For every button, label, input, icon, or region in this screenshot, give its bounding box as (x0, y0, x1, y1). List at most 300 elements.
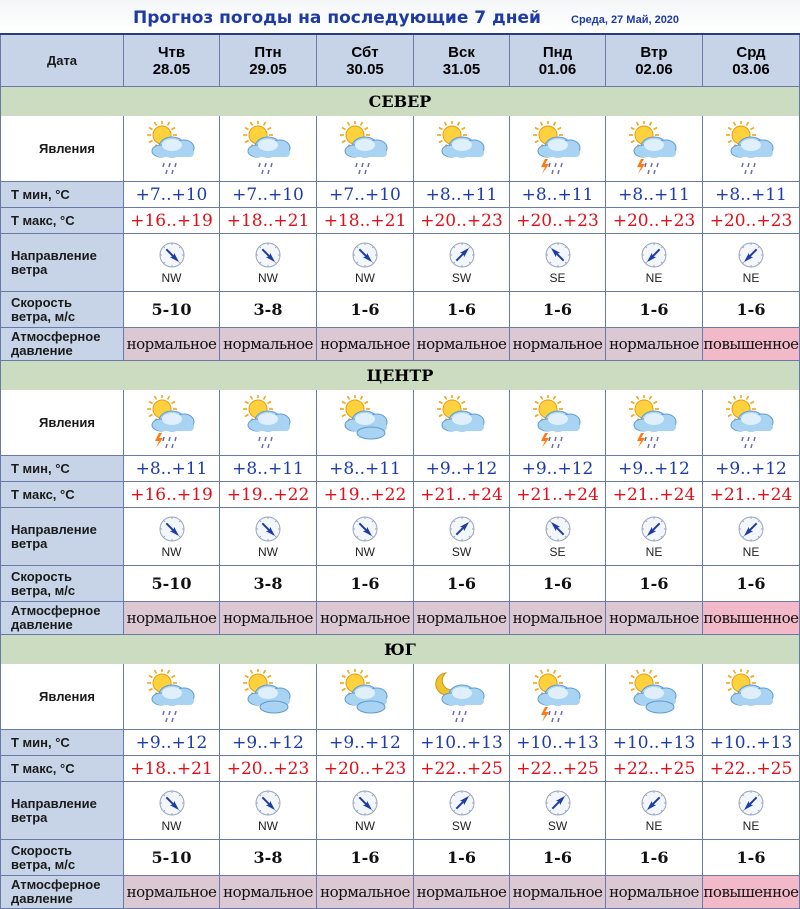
wind-speed-value: 1-6 (317, 566, 414, 602)
pressure-value: нормальное (317, 328, 414, 361)
tmin-value: +9..+12 (220, 730, 317, 756)
tmin-row (0, 456, 800, 482)
row-label-text (11, 736, 70, 750)
weather-cell (220, 390, 317, 456)
wind-speed-value: 1-6 (703, 566, 800, 602)
day-date: 01.06 (538, 60, 577, 78)
row-label (0, 840, 124, 876)
tmax-value: +20..+23 (414, 208, 510, 234)
day-header (606, 35, 703, 87)
day-header (414, 35, 510, 87)
overcast-icon (238, 669, 298, 725)
wind-speed-value: 3-8 (220, 840, 317, 876)
forecast-table (0, 33, 800, 909)
wind-direction-label: NW (258, 270, 278, 285)
weather-cell (703, 390, 800, 456)
row-label-line: ветра (11, 535, 48, 551)
wind-speed-value: 5-10 (124, 566, 220, 602)
weather-cell (414, 664, 510, 730)
compass-icon (158, 789, 186, 817)
tmin-value: +10..+13 (414, 730, 510, 756)
wind-speed-value: 1-6 (703, 840, 800, 876)
day-date: 29.05 (249, 60, 287, 78)
tmin-value: +10..+13 (606, 730, 703, 756)
weather-cell (414, 116, 510, 182)
compass-icon (351, 241, 379, 269)
row-label-line: давление (11, 617, 73, 632)
thunderstorm-rain-icon (528, 121, 588, 177)
row-label-text (11, 188, 70, 202)
row-label-text (11, 523, 97, 551)
wind-direction-label: NW (355, 544, 375, 559)
partly-cloudy-icon (721, 669, 781, 725)
pressure-row (0, 602, 800, 635)
day-header (510, 35, 606, 87)
tmax-value: +22..+25 (414, 756, 510, 782)
partly-cloudy-rain-icon (238, 395, 298, 451)
tmin-value: +10..+13 (703, 730, 800, 756)
tmin-value: +9..+12 (606, 456, 703, 482)
partly-cloudy-rain-icon (335, 121, 395, 177)
row-label-line: Направление (11, 247, 97, 263)
row-label-line: ветра, м/с (11, 856, 76, 872)
row-label-line: Атмосферное (11, 877, 101, 892)
pressure-row (0, 876, 800, 909)
wind-direction-cell (220, 782, 317, 840)
pressure-value: повышенное (703, 876, 800, 909)
compass-icon (737, 515, 765, 543)
row-label-line: Явления (39, 688, 95, 704)
wind-direction-cell (703, 234, 800, 292)
wind-direction-label: SW (451, 818, 472, 833)
row-label-line: ветра (11, 261, 48, 277)
row-label-line: Скорость (11, 568, 72, 584)
wind-speed-value: 1-6 (606, 566, 703, 602)
wind-direction-cell (703, 508, 800, 566)
weather-cell (220, 116, 317, 182)
row-label (0, 456, 124, 482)
row-label-text (11, 330, 100, 358)
row-label (0, 182, 124, 208)
compass-icon (448, 241, 476, 269)
date-column-header: Дата (0, 35, 124, 87)
pressure-value: нормальное (606, 876, 703, 909)
tmin-value: +9..+12 (317, 730, 414, 756)
weather-cell (414, 390, 510, 456)
wind-speed-value: 1-6 (703, 292, 800, 328)
row-label (0, 782, 124, 840)
wind-direction-cell (414, 782, 510, 840)
tmax-value: +18..+21 (220, 208, 317, 234)
weather-cell (703, 664, 800, 730)
compass-icon (544, 789, 572, 817)
region-name: ЮГ (0, 635, 800, 665)
tmax-value: +22..+25 (606, 756, 703, 782)
tmin-value: +8..+11 (414, 182, 510, 208)
current-date: Среда, 27 Май, 2020 (571, 14, 680, 26)
wind-direction-cell (220, 234, 317, 292)
pressure-value: нормальное (124, 602, 220, 635)
wind-direction-label: NE (742, 270, 760, 285)
row-label-line: Явления (39, 414, 95, 430)
tmax-value: +18..+21 (317, 208, 414, 234)
row-label-text (11, 488, 75, 502)
tmin-value: +8..+11 (510, 182, 606, 208)
tmin-value: +7..+10 (317, 182, 414, 208)
partly-cloudy-rain-icon (721, 395, 781, 451)
row-label (0, 234, 124, 292)
wind-speed-value: 3-8 (220, 292, 317, 328)
tmin-value: +8..+11 (606, 182, 703, 208)
wind-direction-cell (414, 234, 510, 292)
pressure-value: повышенное (703, 328, 800, 361)
tmin-value: +8..+11 (703, 182, 800, 208)
pressure-value: нормальное (414, 876, 510, 909)
row-label-line: Атмосферное (11, 603, 101, 618)
wind-direction-label: NE (645, 818, 663, 833)
header-row (0, 35, 800, 87)
wind-direction-label: NW (161, 818, 182, 833)
wind-direction-label: NE (742, 544, 760, 559)
tmax-value: +20..+23 (220, 756, 317, 782)
wind-direction-row (0, 234, 800, 292)
wind-direction-label: NW (355, 270, 375, 285)
phenomena-row (0, 664, 800, 730)
row-label-text (39, 690, 95, 704)
row-label-line: Скорость (11, 294, 72, 310)
wind-speed-value: 1-6 (510, 840, 606, 876)
tmin-value: +7..+10 (220, 182, 317, 208)
tmin-value: +10..+13 (510, 730, 606, 756)
row-label-text (11, 296, 75, 324)
wind-direction-cell (510, 782, 606, 840)
row-label-text (11, 844, 75, 872)
wind-speed-value: 1-6 (414, 566, 510, 602)
wind-direction-label: NW (355, 818, 375, 833)
row-label-line: Т мин, °С (11, 734, 70, 750)
day-name: Втр (640, 43, 668, 61)
weather-cell (124, 390, 220, 456)
weather-cell (317, 390, 414, 456)
pressure-value: нормальное (124, 876, 220, 909)
day-name: Срд (736, 43, 766, 61)
wind-direction-cell (317, 508, 414, 566)
row-label-text (11, 762, 75, 776)
pressure-value: нормальное (606, 602, 703, 635)
weather-cell (606, 116, 703, 182)
row-label-text (11, 214, 75, 228)
tmax-row (0, 208, 800, 234)
wind-speed-value: 1-6 (510, 292, 606, 328)
wind-speed-value: 1-6 (317, 292, 414, 328)
tmax-value: +19..+22 (220, 482, 317, 508)
thunderstorm-rain-icon (528, 669, 588, 725)
weather-cell (606, 664, 703, 730)
day-date: 28.05 (152, 60, 191, 78)
tmax-value: +20..+23 (317, 756, 414, 782)
row-label-line: Явления (39, 140, 95, 156)
day-name: Чтв (157, 43, 186, 61)
tmin-value: +9..+12 (510, 456, 606, 482)
day-date: 02.06 (635, 60, 673, 78)
tmin-value: +7..+10 (124, 182, 220, 208)
row-label (0, 328, 124, 361)
partly-cloudy-rain-icon (142, 669, 202, 725)
tmax-value: +16..+19 (124, 208, 220, 234)
compass-icon (158, 241, 186, 269)
wind-direction-cell (510, 508, 606, 566)
weather-cell (220, 664, 317, 730)
region-name: СЕВЕР (0, 87, 800, 117)
tmax-value: +22..+25 (510, 756, 606, 782)
phenomena-row (0, 116, 800, 182)
wind-speed-value: 1-6 (606, 840, 703, 876)
wind-speed-value: 1-6 (510, 566, 606, 602)
weather-cell (510, 116, 606, 182)
row-label-line: давление (11, 891, 73, 906)
tmax-row (0, 482, 800, 508)
row-label-text (39, 142, 95, 156)
wind-speed-value: 3-8 (220, 566, 317, 602)
row-label (0, 292, 124, 328)
day-date: 31.05 (442, 60, 481, 78)
row-label-line: Направление (11, 795, 97, 811)
wind-direction-cell (124, 234, 220, 292)
compass-icon (640, 515, 668, 543)
compass-icon (448, 789, 476, 817)
wind-speed-row (0, 566, 800, 602)
day-name: Пнд (542, 43, 573, 61)
wind-direction-label: NE (742, 818, 760, 833)
row-label-line: ветра (11, 809, 48, 825)
pressure-value: нормальное (220, 602, 317, 635)
wind-direction-label: NW (258, 544, 278, 559)
row-label-text (39, 416, 95, 430)
day-header (317, 35, 414, 87)
wind-direction-label: SE (549, 544, 566, 559)
pressure-value: нормальное (510, 602, 606, 635)
thunderstorm-rain-icon (624, 121, 684, 177)
weather-cell (510, 664, 606, 730)
weather-cell (510, 390, 606, 456)
thunderstorm-rain-icon (142, 395, 202, 451)
row-label-line: Т макс, °С (11, 486, 75, 502)
row-label (0, 508, 124, 566)
tmax-value: +19..+22 (317, 482, 414, 508)
weather-cell (124, 116, 220, 182)
row-label-text (11, 249, 97, 277)
row-label-line: Т макс, °С (11, 212, 75, 228)
region-header (0, 361, 800, 390)
compass-icon (737, 241, 765, 269)
day-header (220, 35, 317, 87)
phenomena-row (0, 390, 800, 456)
partly-cloudy-icon (432, 395, 492, 451)
wind-direction-cell (703, 782, 800, 840)
row-label-line: ветра, м/с (11, 582, 76, 598)
tmax-value: +21..+24 (510, 482, 606, 508)
wind-direction-cell (606, 508, 703, 566)
pressure-value: нормальное (317, 876, 414, 909)
tmax-value: +21..+24 (414, 482, 510, 508)
pressure-value: нормальное (606, 328, 703, 361)
wind-direction-row (0, 508, 800, 566)
partly-cloudy-rain-icon (721, 121, 781, 177)
row-label (0, 664, 124, 730)
row-label-line: Т мин, °С (11, 460, 70, 476)
wind-direction-label: NW (258, 818, 278, 833)
pressure-value: нормальное (124, 328, 220, 361)
weather-cell (317, 664, 414, 730)
row-label-text (11, 797, 97, 825)
row-label-line: ветра, м/с (11, 308, 76, 324)
pressure-value: нормальное (220, 328, 317, 361)
row-label (0, 730, 124, 756)
page-title: Прогноз погоды на последующие 7 дней (133, 8, 541, 28)
compass-icon (640, 789, 668, 817)
wind-speed-row (0, 292, 800, 328)
row-label (0, 602, 124, 635)
tmax-value: +16..+19 (124, 482, 220, 508)
row-label (0, 482, 124, 508)
row-label (0, 876, 124, 909)
wind-direction-label: NE (645, 544, 663, 559)
day-header (124, 35, 220, 87)
weather-cell (703, 116, 800, 182)
tmin-value: +8..+11 (220, 456, 317, 482)
day-date: 03.06 (732, 60, 770, 78)
tmax-value: +20..+23 (703, 208, 800, 234)
tmin-value: +8..+11 (317, 456, 414, 482)
tmax-value: +20..+23 (510, 208, 606, 234)
row-label (0, 208, 124, 234)
row-label-text (11, 570, 75, 598)
compass-icon (544, 241, 572, 269)
wind-direction-cell (124, 508, 220, 566)
day-name: Птн (254, 43, 282, 61)
thunderstorm-rain-icon (624, 395, 684, 451)
wind-speed-value: 1-6 (606, 292, 703, 328)
compass-icon (737, 789, 765, 817)
wind-speed-row (0, 840, 800, 876)
wind-direction-cell (606, 782, 703, 840)
row-label (0, 566, 124, 602)
region-header (0, 87, 800, 116)
wind-direction-cell (317, 234, 414, 292)
thunderstorm-rain-icon (528, 395, 588, 451)
pressure-value: нормальное (220, 876, 317, 909)
pressure-value: повышенное (703, 602, 800, 635)
pressure-value: нормальное (317, 602, 414, 635)
tmin-row (0, 730, 800, 756)
row-label (0, 116, 124, 182)
wind-direction-label: SE (549, 270, 566, 285)
wind-direction-label: SW (451, 544, 472, 559)
weather-cell (317, 116, 414, 182)
tmin-value: +9..+12 (124, 730, 220, 756)
region-header (0, 635, 800, 664)
compass-icon (351, 789, 379, 817)
row-label-line: Атмосферное (11, 329, 101, 344)
wind-speed-value: 5-10 (124, 292, 220, 328)
partly-cloudy-rain-icon (238, 121, 298, 177)
night-cloudy-rain-icon (432, 669, 492, 725)
overcast-icon (335, 669, 395, 725)
compass-icon (254, 241, 282, 269)
wind-direction-label: NE (645, 270, 663, 285)
row-label-text (11, 878, 100, 906)
partly-cloudy-rain-icon (142, 121, 202, 177)
day-name: Сбт (351, 43, 379, 61)
compass-icon (158, 515, 186, 543)
wind-direction-cell (606, 234, 703, 292)
weather-cell (124, 664, 220, 730)
wind-direction-label: NW (161, 270, 182, 285)
compass-icon (254, 515, 282, 543)
tmin-row (0, 182, 800, 208)
weather-cell (606, 390, 703, 456)
wind-direction-cell (414, 508, 510, 566)
compass-icon (351, 515, 379, 543)
compass-icon (254, 789, 282, 817)
row-label-line: Т мин, °С (11, 186, 70, 202)
wind-direction-label: SW (451, 270, 472, 285)
tmax-value: +22..+25 (703, 756, 800, 782)
tmax-value: +21..+24 (703, 482, 800, 508)
pressure-value: нормальное (510, 328, 606, 361)
wind-speed-value: 5-10 (124, 840, 220, 876)
day-name: Вск (448, 43, 475, 61)
row-label (0, 756, 124, 782)
tmin-value: +9..+12 (414, 456, 510, 482)
wind-direction-cell (220, 508, 317, 566)
wind-direction-cell (317, 782, 414, 840)
tmax-row (0, 756, 800, 782)
wind-direction-label: SW (547, 818, 568, 833)
pressure-row (0, 328, 800, 361)
wind-speed-value: 1-6 (317, 840, 414, 876)
row-label-text (11, 604, 100, 632)
wind-speed-value: 1-6 (414, 292, 510, 328)
region-name: ЦЕНТР (0, 361, 800, 391)
tmin-value: +9..+12 (703, 456, 800, 482)
overcast-icon (624, 669, 684, 725)
compass-icon (544, 515, 572, 543)
row-label-text (11, 462, 70, 476)
pressure-value: нормальное (510, 876, 606, 909)
wind-direction-cell (510, 234, 606, 292)
tmax-value: +18..+21 (124, 756, 220, 782)
compass-icon (448, 515, 476, 543)
compass-icon (640, 241, 668, 269)
overcast-icon (335, 395, 395, 451)
tmax-value: +20..+23 (606, 208, 703, 234)
title-bar (0, 0, 800, 33)
row-label-line: Скорость (11, 842, 72, 858)
tmin-value: +8..+11 (124, 456, 220, 482)
row-label (0, 390, 124, 456)
day-header (703, 35, 800, 87)
partly-cloudy-icon (432, 121, 492, 177)
tmax-value: +21..+24 (606, 482, 703, 508)
wind-direction-row (0, 782, 800, 840)
pressure-value: нормальное (414, 328, 510, 361)
wind-direction-cell (124, 782, 220, 840)
day-date: 30.05 (346, 60, 384, 78)
wind-direction-label: NW (161, 544, 182, 559)
row-label-line: давление (11, 343, 73, 358)
pressure-value: нормальное (414, 602, 510, 635)
